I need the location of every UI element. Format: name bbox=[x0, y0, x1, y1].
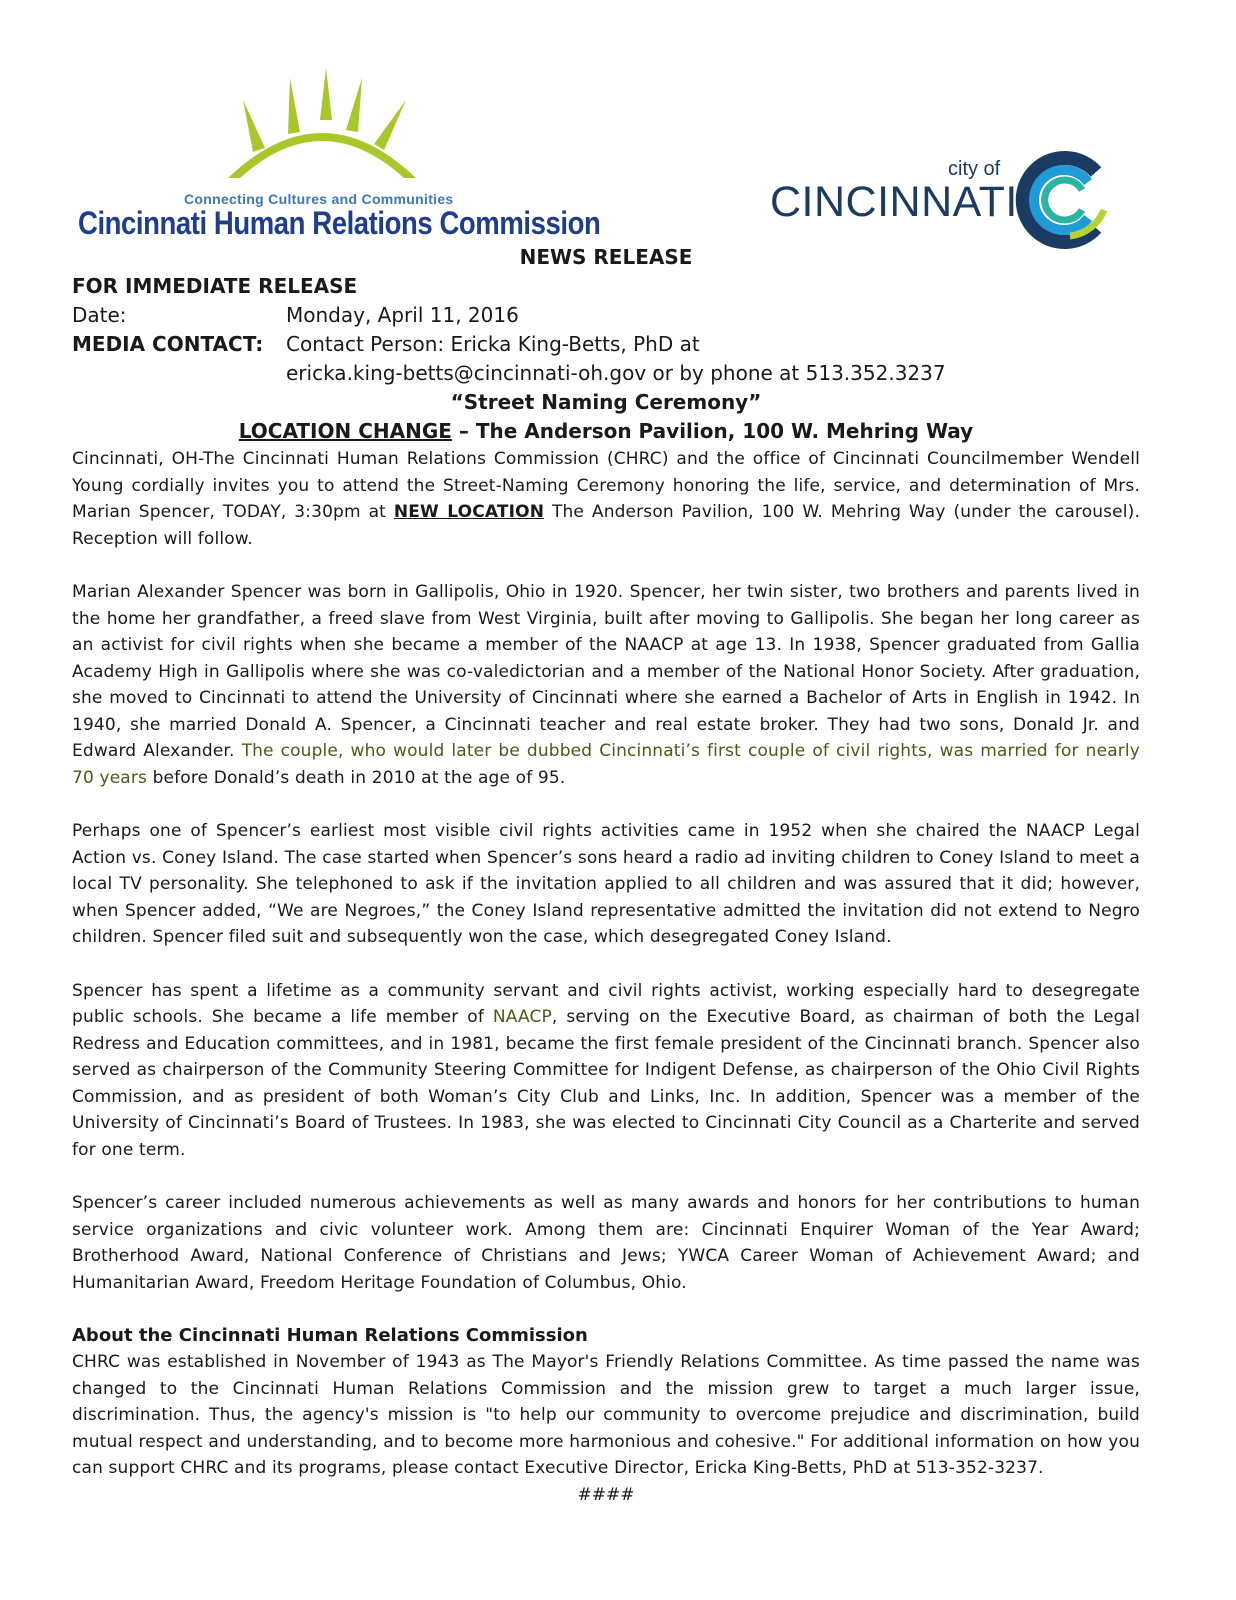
contact-email-phone: ericka.king-betts@cincinnati-oh.gov or by phone at 513.352.3237 bbox=[286, 361, 946, 385]
logo-banner bbox=[0, 0, 1236, 260]
location-change-label: LOCATION CHANGE bbox=[238, 419, 452, 443]
media-contact-row bbox=[72, 330, 1140, 359]
paragraph-invitation: Cincinnati, OH-The Cincinnati Human Relations Commission (CHRC) and the office of Cincinnati Councilmember Wendell Young cordially invites you to attend the Street-Naming Ceremony honoring the life, service, and determination of Mrs. Marian Spencer, TODAY, 3:30pm at NEW LOCATION The Anderson Pavilion, 100 W. Mehring Way (under the carousel). Reception will follow. bbox=[72, 449, 1140, 549]
highlighted-text: The couple, who would later be dubbed Cincinnati’s first couple of civil rights, was married for nearly 70 years bbox=[72, 741, 1140, 788]
date-label: Date: bbox=[72, 303, 127, 327]
location-change-line bbox=[72, 417, 1140, 446]
city-c-emblem-icon bbox=[1008, 150, 1113, 250]
event-name: “Street Naming Ceremony” bbox=[450, 390, 762, 414]
paragraph-awards: Spencer’s career included numerous achievements as well as many awards and honors for her contributions to human service organizations and civic volunteer work. Among them are: Cincinnati Enquirer Woman of the Year Award; Brotherhood Award, National Conference of Christians and Jews; YWCA Career Woman of Achievement Award; and Humanitarian Award, Freedom Heritage Foundation of Columbus, Ohio. bbox=[72, 1193, 1140, 1293]
immediate-release-line bbox=[72, 272, 1140, 301]
sunburst-icon bbox=[60, 60, 600, 200]
paragraph-biography: Marian Alexander Spencer was born in Gallipolis, Ohio in 1920. Spencer, her twin sister, two brothers and parents lived in the home her grandfather, a freed slave from West Virginia, built after moving to Gallipolis. She began her long career as an activist for civil rights when she became a member of the NAACP at age 13. In 1938, Spencer graduated from Gallia Academy High in Gallipolis where she was co-valedictorian and a member of the National Honor Society. After graduation, she moved to Cincinnati to attend the University of Cincinnati where she earned a Bachelor of Arts in English in 1942. In 1940, she married Donald A. Spencer, a Cincinnati teacher and real estate broker. They had two sons, Donald Jr. and Edward Alexander. The couple, who would later be dubbed Cincinnati’s first couple of civil rights, was married for nearly 70 years before Donald’s death in 2010 at the age of 95. bbox=[72, 582, 1140, 788]
about-text: CHRC was established in November of 1943 as The Mayor's Friendly Relations Committee. As time passed the name was changed to the Cincinnati Human Relations Commission and the mission grew to target a much larger issue, discrimination. Thus, the agency's mission is "to help our community to overcome prejudice and discrimination, build mutual respect and understanding, and to become more harmonious and cohesive." For additional information on how you can support CHRC and its programs, please contact Executive Director, Ericka King-Betts, PhD at 513-352-3237. bbox=[72, 1352, 1140, 1478]
end-mark: #### bbox=[577, 1484, 635, 1505]
immediate-release-label: FOR IMMEDIATE RELEASE bbox=[72, 274, 358, 298]
contact-person: Contact Person: Ericka King-Betts, PhD at bbox=[286, 332, 700, 356]
news-release bbox=[72, 242, 1140, 1508]
chrc-logo bbox=[60, 60, 600, 250]
date-value: Monday, April 11, 2016 bbox=[286, 303, 519, 327]
paragraph-coney-island: Perhaps one of Spencer’s earliest most visible civil rights activities came in 1952 when she chaired the NAACP Legal Action vs. Coney Island. The case started when Spencer’s sons heard a radio ad inviting children to Coney Island to meet a local TV personality. She telephoned to ask if the invitation applied to all children and was assured that it did; however, when Spencer added, “We are Negroes,” the Coney Island representative admitted the invitation did not extend to Negro children. Spencer filed suit and subsequently won the case, which desegregated Coney Island. bbox=[72, 821, 1140, 947]
release-title: NEWS RELEASE bbox=[519, 245, 693, 269]
naacp-highlight: NAACP bbox=[492, 1007, 552, 1027]
chrc-name: Cincinnati Human Relations Commission bbox=[78, 205, 601, 241]
date-row bbox=[72, 301, 1140, 330]
cincinnati-label: CINCINNATI bbox=[770, 178, 1018, 226]
media-contact-label: MEDIA CONTACT: bbox=[72, 332, 264, 356]
city-of-label: city of bbox=[948, 158, 1001, 180]
chrc-tagline: Connecting Cultures and Communities bbox=[184, 191, 454, 207]
new-location-label: NEW LOCATION bbox=[393, 502, 545, 522]
paragraph-activism: Spencer has spent a lifetime as a community servant and civil rights activist, working especially hard to desegregate public schools. She became a life member of NAACP, serving on the Executive Board, as chairman of both the Legal Redress and Education committees, and in 1981, became the first female president of the Cincinnati branch. Spencer also served as chairperson of the Community Steering Committee for Indigent Defense, as chairperson of the Ohio Civil Rights Commission, and as president of both Woman’s City Club and Links, Inc. In addition, Spencer was a member of the University of Cincinnati’s Board of Trustees. In 1983, she was elected to Cincinnati City Council as a Charterite and served for one term. bbox=[72, 980, 1140, 1160]
about-heading: About the Cincinnati Human Relations Commission bbox=[72, 1325, 588, 1346]
contact-email-row bbox=[72, 359, 1140, 388]
location-detail: – The Anderson Pavilion, 100 W. Mehring Way bbox=[451, 419, 974, 443]
